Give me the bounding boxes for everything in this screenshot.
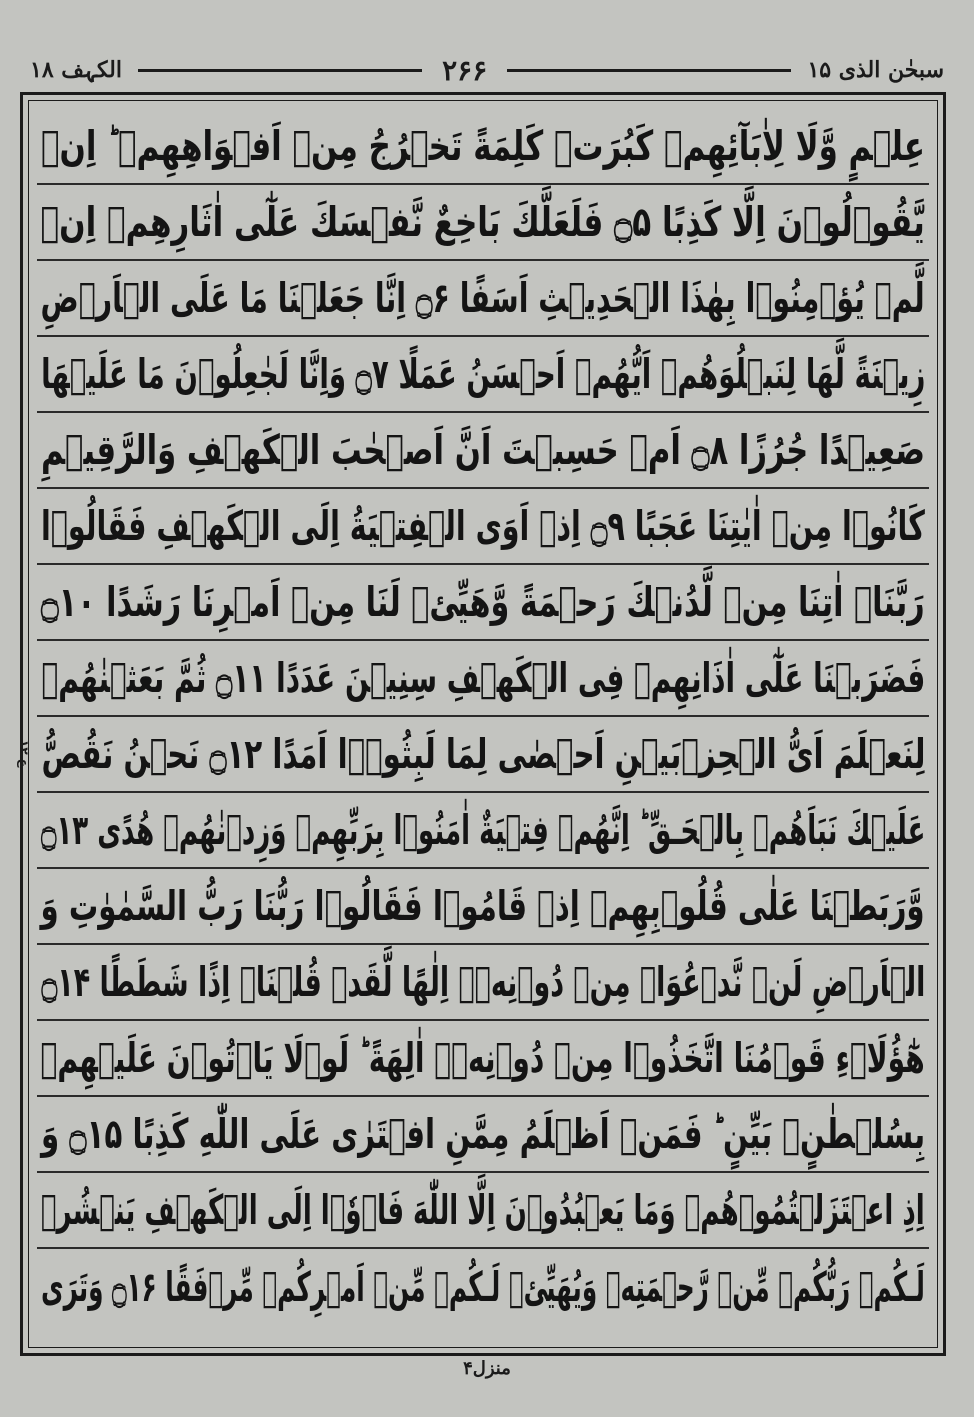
verse-line [37,489,929,565]
verse-line [37,565,929,641]
verse-line-text: لِنَعۡلَمَ اَىُّ الۡحِزۡبَيۡنِ اَحۡصٰى لِمَا لَبِثُوۡۤا اَمَدًا ۝۱۲ نَحۡنُ نَقُصُّ [41,729,925,778]
header-rule-left [138,69,422,72]
verse-line-text: اِذِ اعۡتَزَلۡتُمُوۡهُمۡ وَمَا يَعۡبُدُوۡنَ اِلَّا اللّٰهَ فَاۡوٗۤا اِلَى الۡكَهۡفِ يَنۡشُرۡ [41,1185,925,1234]
quran-page [14,40,960,1380]
verse-line [37,261,929,337]
ruku-margin-mark: ع ۱۲ [17,740,31,768]
verse-line [37,1021,929,1097]
verse-line [37,413,929,489]
verse-line-text: فَضَرَبۡنَا عَلٰٓى اٰذَانِهِمۡ فِى الۡكَهۡفِ سِنِيۡنَ عَدَدًا ۝۱۱ ثُمَّ بَعَثۡنٰهُمۡ [41,653,925,702]
verse-line-text: كَانُوۡا مِنۡ اٰيٰتِنَا عَجَبًا ۝۹ اِذۡ اَوَى الۡفِتۡيَةُ اِلَى الۡكَهۡفِ فَقَالُوۡا [41,501,925,550]
verse-line-text: لَّمۡ يُؤۡمِنُوۡا بِهٰذَا الۡحَدِيۡثِ اَسَفًا ۝۶ اِنَّا جَعَلۡنَا مَا عَلَى الۡاَرۡضِ [40,273,926,322]
juz-name: سبحٰن الذی ۱۵ [807,57,944,83]
verse-line-text: عَلَيۡكَ نَبَاَهُمۡ بِالۡحَـقِّ ؕ اِنَّهُمۡ فِتۡيَةٌ اٰمَنُوۡا بِرَبِّهِمۡ وَزِدۡنٰهُمۡ هُدًى ۝۱۳ [40,805,926,854]
manzil-label: منزل۴ [463,1358,511,1379]
verse-line-text: يَّقُوۡلُوۡنَ اِلَّا كَذِبًا ۝۵ فَلَعَلَّكَ بَاخِعٌ نَّفۡسَكَ عَلٰٓى اٰثَارِهِمۡ اِنۡ [40,197,926,246]
verse-line-text: عِلۡمٍ وَّلَا لِاٰبَآئِهِمۡ كَبُرَتۡ كَلِمَةً تَخۡرُجُ مِنۡ اَفۡوَاهِهِمۡ ؕ اِنۡ [41,121,925,170]
verse-line [37,1173,929,1249]
verse-line [37,641,929,717]
verse-line [37,1097,929,1173]
verse-line-text: الۡاَرۡضِ لَنۡ نَّدۡعُوَا۟ مِنۡ دُوۡنِهٖۤ اِلٰهًا لَّقَدۡ قُلۡنَاۤ اِذًا شَطَطًا ۝۱۴ [41,957,925,1006]
verse-line-text: هٰٓؤُلَاۤءِ قَوۡمُنَا اتَّخَذُوۡا مِنۡ دُوۡنِهٖۤ اٰلِهَةً ؕ لَوۡلَا يَاۡتُوۡنَ عَلَيۡهِمۡ [40,1033,926,1082]
page-number: ۲۶۶ [442,53,488,87]
page-header [20,52,954,88]
surah-name: الکہف ۱۸ [30,57,122,83]
verse-line-text: صَعِيۡدًا جُرُزًا ۝۸ اَمۡ حَسِبۡتَ اَنَّ اَصۡحٰبَ الۡكَهۡفِ وَالرَّقِيۡمِ [40,425,925,474]
verse-line [37,337,929,413]
verse-line [37,793,929,869]
verse-line [37,717,929,793]
verse-line-text: لَـكُمۡ رَبُّكُمۡ مِّنۡ رَّحۡمَتِهٖ وَيُهَيِّئۡ لَـكُمۡ مِّنۡ اَمۡرِكُمۡ مِّرۡفَقًا ۝۱۶ وَتَرَى [41,1262,925,1311]
verse-text-box [20,92,946,1356]
verse-line [37,185,929,261]
verse-line [37,1249,929,1325]
verse-line [37,869,929,945]
header-rule-right [507,69,791,72]
verse-line [37,109,929,185]
verse-line-text: وَّرَبَطۡنَا عَلٰى قُلُوۡبِهِمۡ اِذۡ قَامُوۡا فَقَالُوۡا رَبُّنَا رَبُّ السَّمٰوٰتِ وَ [40,881,926,930]
verse-line-text: بِسُلۡطٰنٍۢ بَيِّنٍ ؕ فَمَنۡ اَظۡلَمُ مِمَّنِ افۡتَرٰى عَلَى اللّٰهِ كَذِبًا ۝۱۵ وَ [40,1109,926,1158]
verse-line-text: رَبَّنَاۤ اٰتِنَا مِنۡ لَّدُنۡكَ رَحۡمَةً وَّهَيِّئۡ لَنَا مِنۡ اَمۡرِنَا رَشَدًا ۝۱۰ [41,577,925,626]
verse-line [37,945,929,1021]
verse-line-text: زِيۡنَةً لَّهَا لِنَبۡلُوَهُمۡ اَيُّهُمۡ اَحۡسَنُ عَمَلًا ۝۷ وَاِنَّا لَجٰعِلُوۡنَ مَا عَلَيۡهَا [40,349,926,398]
